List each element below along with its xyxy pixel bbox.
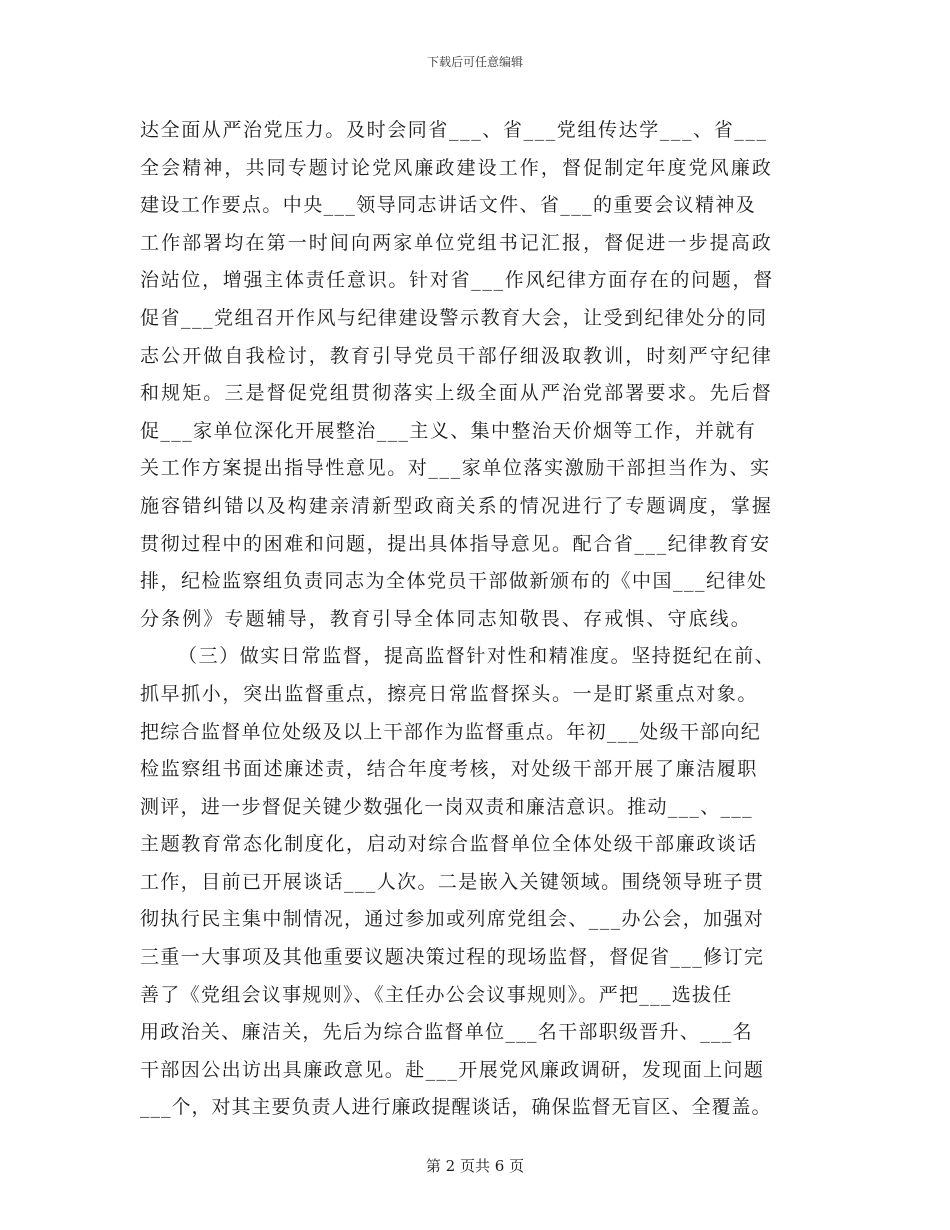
text-line: 测评，进一步督促关键少数强化一岗双责和廉洁意识。推动___、___ — [140, 795, 753, 818]
page-header: 下载后可任意编辑 — [426, 55, 523, 69]
text-line: 工作部署均在第一时间向两家单位党组书记汇报，督促进一步提高政 — [140, 231, 774, 254]
text-line: 关工作方案提出指导性意见。对___家单位落实激励干部担当作为、实 — [140, 457, 771, 480]
text-line: ___个，对其主要负责人进行廉政提醒谈话，确保监督无盲区、全覆盖。 — [140, 1096, 772, 1119]
document-body — [140, 112, 830, 1127]
text-line: 建设工作要点。中央___领导同志讲话文件、省___的重要会议精神及 — [140, 194, 757, 217]
text-line: 善了《党组会议事规则》、《主任办公会议事规则》。严把___选拔任 — [140, 983, 733, 1006]
page-number: 第 2 页共 6 页 — [425, 1157, 525, 1175]
text-line: 促省___党组召开作风与纪律建设警示教育大会，让受到纪律处分的同 — [140, 306, 768, 329]
text-line: 贯彻过程中的困难和问题，提出具体指导意见。配合省___纪律教育安 — [140, 532, 771, 555]
text-line: 治站位，增强主体责任意识。针对省___作风纪律方面存在的问题，督 — [140, 269, 774, 292]
text-line: 主题教育常态化制度化，启动对综合监督单位全体处级干部廉政谈话 — [140, 833, 759, 856]
text-line: 工作，目前已开展谈话___人次。二是嵌入关键领域。围绕领导班子贯 — [140, 870, 765, 893]
text-line: 志公开做自我检讨，教育引导党员干部仔细汲取教训，时刻严守纪律 — [140, 344, 774, 367]
text-line: 三重一大事项及其他重要议题决策过程的现场监督，督促省___修订完 — [140, 946, 765, 969]
text-line: 全会精神，共同专题讨论党风廉政建设工作，督促制定年度党风廉政 — [140, 156, 774, 179]
text-line: 彻执行民主集中制情况，通过参加或列席党组会、___办公会，加强对 — [140, 908, 765, 931]
text-line: 抓早抓小，突出监督重点，擦亮日常监督探头。一是盯紧重点对象。 — [140, 682, 759, 705]
text-line: 用政治关、廉洁关，先后为综合监督单位___名干部职级晋升、___名 — [140, 1021, 753, 1044]
paragraph-first-line: （三）做实日常监督，提高监督针对性和精准度。坚持挺纪在前、 — [178, 645, 776, 668]
text-line: 促___家单位深化开展整治___主义、集中整治天价烟等工作，并就有 — [140, 419, 757, 442]
text-line: 和规矩。三是督促党组贯彻落实上级全面从严治党部署要求。先后督 — [140, 382, 774, 405]
text-line: 达全面从严治党压力。及时会同省___、省___党组传达学___、省___ — [140, 119, 768, 141]
text-line: 把综合监督单位处级及以上干部作为监督重点。年初___处级干部向纪 — [140, 720, 762, 743]
text-line: 排，纪检监察组负责同志为全体党员干部做新颁布的《中国___纪律处 — [140, 570, 768, 593]
text-line: 施容错纠错以及构建亲清新型政商关系的情况进行了专题调度，掌握 — [140, 494, 774, 517]
text-line: 分条例》专题辅导，教育引导全体同志知敬畏、存戒惧、守底线。 — [140, 607, 752, 630]
text-line: 干部因公出访出具廉政意见。赴___开展党风廉政调研，发现面上问题 — [140, 1058, 765, 1081]
text-line: 检监察组书面述廉述责，结合年度考核，对处级干部开展了廉洁履职 — [140, 758, 759, 781]
